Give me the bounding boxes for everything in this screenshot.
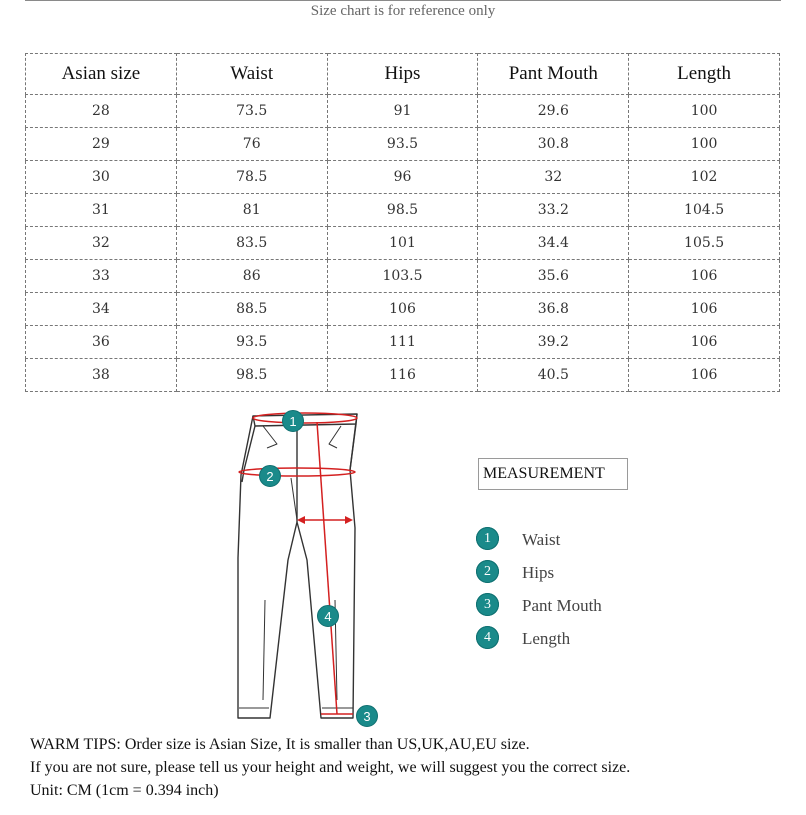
table-cell: 106 — [629, 293, 780, 326]
svg-text:3: 3 — [363, 709, 371, 724]
table-row — [26, 260, 780, 293]
table-row — [26, 161, 780, 194]
diagram-marker-2 — [260, 466, 281, 487]
unit-note: Unit: CM (1cm = 0.394 inch) — [30, 782, 219, 799]
table-row — [26, 326, 780, 359]
table-cell: 33.2 — [478, 194, 629, 227]
table-cell: 100 — [629, 95, 780, 128]
thigh-arrow-right — [345, 516, 353, 524]
table-row — [26, 95, 780, 128]
table-cell: 29.6 — [478, 95, 629, 128]
table-cell: 88.5 — [176, 293, 327, 326]
table-cell: 98.5 — [176, 359, 327, 392]
table-cell: 86 — [176, 260, 327, 293]
legend-label-hips: Hips — [522, 563, 555, 582]
warm-tips-line-1: WARM TIPS: Order size is Asian Size, It is smaller than US,UK,AU,EU size. — [30, 736, 530, 753]
table-cell: 91 — [327, 95, 478, 128]
size-chart-caption: Size chart is for reference only — [310, 3, 496, 19]
svg-text:4: 4 — [324, 609, 332, 624]
table-cell: 34 — [26, 293, 177, 326]
table-cell: 73.5 — [176, 95, 327, 128]
table-cell: 35.6 — [478, 260, 629, 293]
table-cell: 106 — [629, 260, 780, 293]
table-body — [26, 95, 780, 392]
legend-label-pant-mouth: Pant Mouth — [522, 596, 602, 615]
table-cell: 76 — [176, 128, 327, 161]
table-cell: 106 — [327, 293, 478, 326]
table-cell: 36 — [26, 326, 177, 359]
table-cell: 32 — [478, 161, 629, 194]
svg-text:2: 2 — [266, 469, 274, 484]
table-cell: 34.4 — [478, 227, 629, 260]
thigh-arrow-left — [297, 516, 305, 524]
table-row — [26, 227, 780, 260]
table-cell: 103.5 — [327, 260, 478, 293]
table-cell: 100 — [629, 128, 780, 161]
svg-text:1: 1 — [289, 414, 297, 429]
table-cell: 93.5 — [327, 128, 478, 161]
legend-badge-3: 3 — [476, 593, 499, 616]
table-cell: 116 — [327, 359, 478, 392]
warm-tips-line-2: If you are not sure, please tell us your height and weight, we will suggest you the correct size. — [30, 759, 631, 776]
diagram-marker-1 — [283, 411, 304, 432]
header-pant-mouth: Pant Mouth — [478, 54, 629, 95]
table-cell: 104.5 — [629, 194, 780, 227]
table-cell: 83.5 — [176, 227, 327, 260]
table-cell: 96 — [327, 161, 478, 194]
table-cell: 78.5 — [176, 161, 327, 194]
header-length: Length — [629, 54, 780, 95]
table-cell: 106 — [629, 326, 780, 359]
header-hips: Hips — [327, 54, 478, 95]
table-cell: 40.5 — [478, 359, 629, 392]
measurement-title: MEASUREMENT — [478, 458, 628, 490]
legend-badge-2: 2 — [476, 560, 499, 583]
table-cell: 30 — [26, 161, 177, 194]
measurement-lines — [239, 413, 357, 714]
header-asian-size: Asian size — [26, 54, 177, 95]
table-cell: 102 — [629, 161, 780, 194]
trousers-diagram — [225, 400, 400, 730]
trousers-outline-icon — [238, 414, 357, 718]
header-waist: Waist — [176, 54, 327, 95]
table-cell: 30.8 — [478, 128, 629, 161]
legend-badge-1: 1 — [476, 527, 499, 550]
size-chart-table — [25, 53, 780, 392]
diagram-marker-3 — [357, 706, 378, 727]
table-cell: 36.8 — [478, 293, 629, 326]
table-row — [26, 359, 780, 392]
table-cell: 28 — [26, 95, 177, 128]
table-cell: 105.5 — [629, 227, 780, 260]
length-measure-line — [317, 422, 337, 714]
table-cell: 32 — [26, 227, 177, 260]
table-cell: 111 — [327, 326, 478, 359]
legend-label-length: Length — [522, 629, 571, 648]
warm-tips — [30, 733, 790, 802]
table-cell: 81 — [176, 194, 327, 227]
top-divider — [25, 0, 781, 1]
table-cell: 39.2 — [478, 326, 629, 359]
legend-label-waist: Waist — [522, 530, 561, 549]
table-cell: 98.5 — [327, 194, 478, 227]
table-header-row — [26, 54, 780, 95]
table-cell: 93.5 — [176, 326, 327, 359]
legend-badge-4: 4 — [476, 626, 499, 649]
table-cell: 106 — [629, 359, 780, 392]
table-cell: 29 — [26, 128, 177, 161]
table-cell: 101 — [327, 227, 478, 260]
table-cell: 33 — [26, 260, 177, 293]
table-row — [26, 293, 780, 326]
table-row — [26, 128, 780, 161]
table-cell: 38 — [26, 359, 177, 392]
table-cell: 31 — [26, 194, 177, 227]
diagram-marker-4 — [318, 606, 339, 627]
table-row — [26, 194, 780, 227]
